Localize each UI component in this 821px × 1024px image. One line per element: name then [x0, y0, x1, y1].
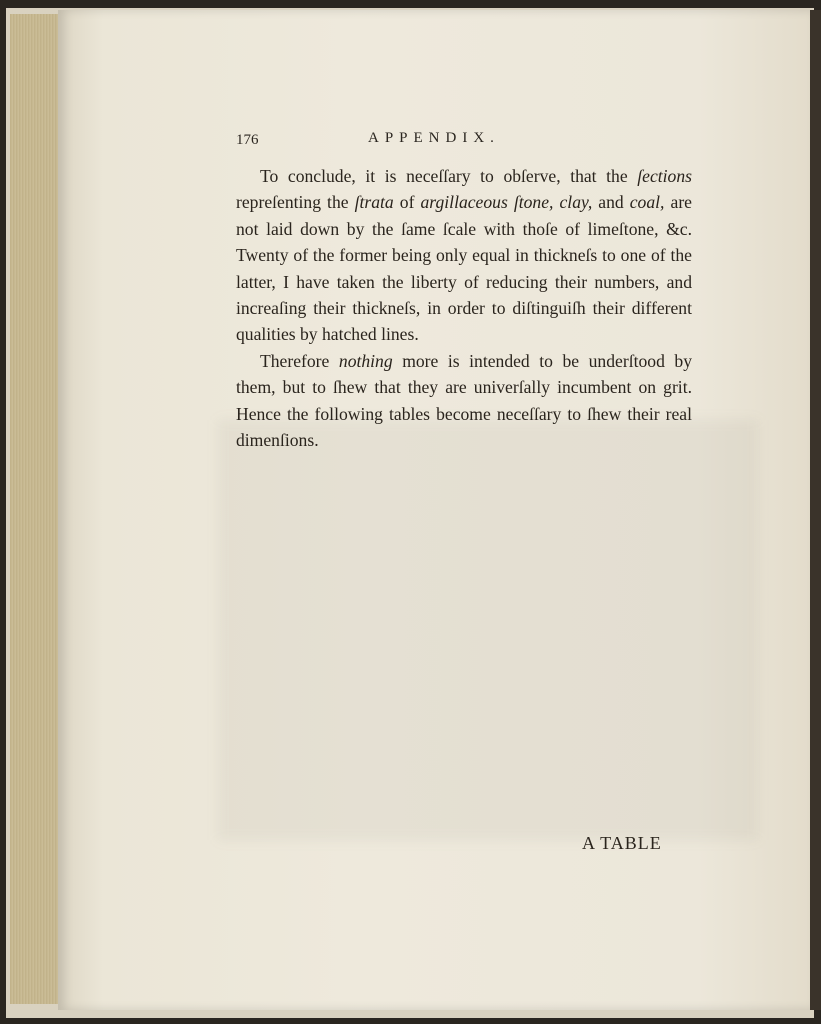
body-text [236, 163, 692, 453]
paragraph-1 [236, 163, 692, 348]
italic-run: coal, [629, 192, 665, 213]
text-run: are not laid down by the ſame ſcale with thoſe of limeſtone, &c. Twenty of the former being only equal in thickneſs to one of the latter, I have taken the liberty of reducing their numbers, and increaſing their thickneſs, in order to diſtinguiſh their different qualities by hatched lines. [236, 192, 692, 345]
text-run: of [393, 192, 421, 213]
running-head-title: APPENDIX. [368, 130, 500, 146]
italic-run: argillaceous ſtone, clay, [420, 192, 593, 213]
text-run: repreſenting the [236, 192, 355, 213]
text-run: To conclude, it is neceſſary to obſerve, that the [260, 166, 638, 186]
page-number: 176 [236, 132, 259, 148]
italic-run: nothing [338, 350, 393, 371]
right-binding-edge [810, 10, 821, 1010]
paragraph-2 [236, 348, 692, 454]
text-run: and [592, 192, 630, 213]
italic-run: ſections [637, 166, 692, 186]
text-run: Therefore [260, 350, 339, 371]
text-run: more is intended to be underſtood by them, but to ſhew that they are univerſally incumbent on grit. Hence the following tables become neceſſary to ſhew their real dimenſions. [236, 350, 692, 451]
running-head [236, 130, 696, 152]
page-edges [10, 14, 63, 1004]
italic-run: ſtrata [354, 192, 394, 213]
show-through-shadow [218, 420, 758, 840]
book-page [58, 10, 810, 1010]
catchword: A TABLE [582, 833, 662, 853]
